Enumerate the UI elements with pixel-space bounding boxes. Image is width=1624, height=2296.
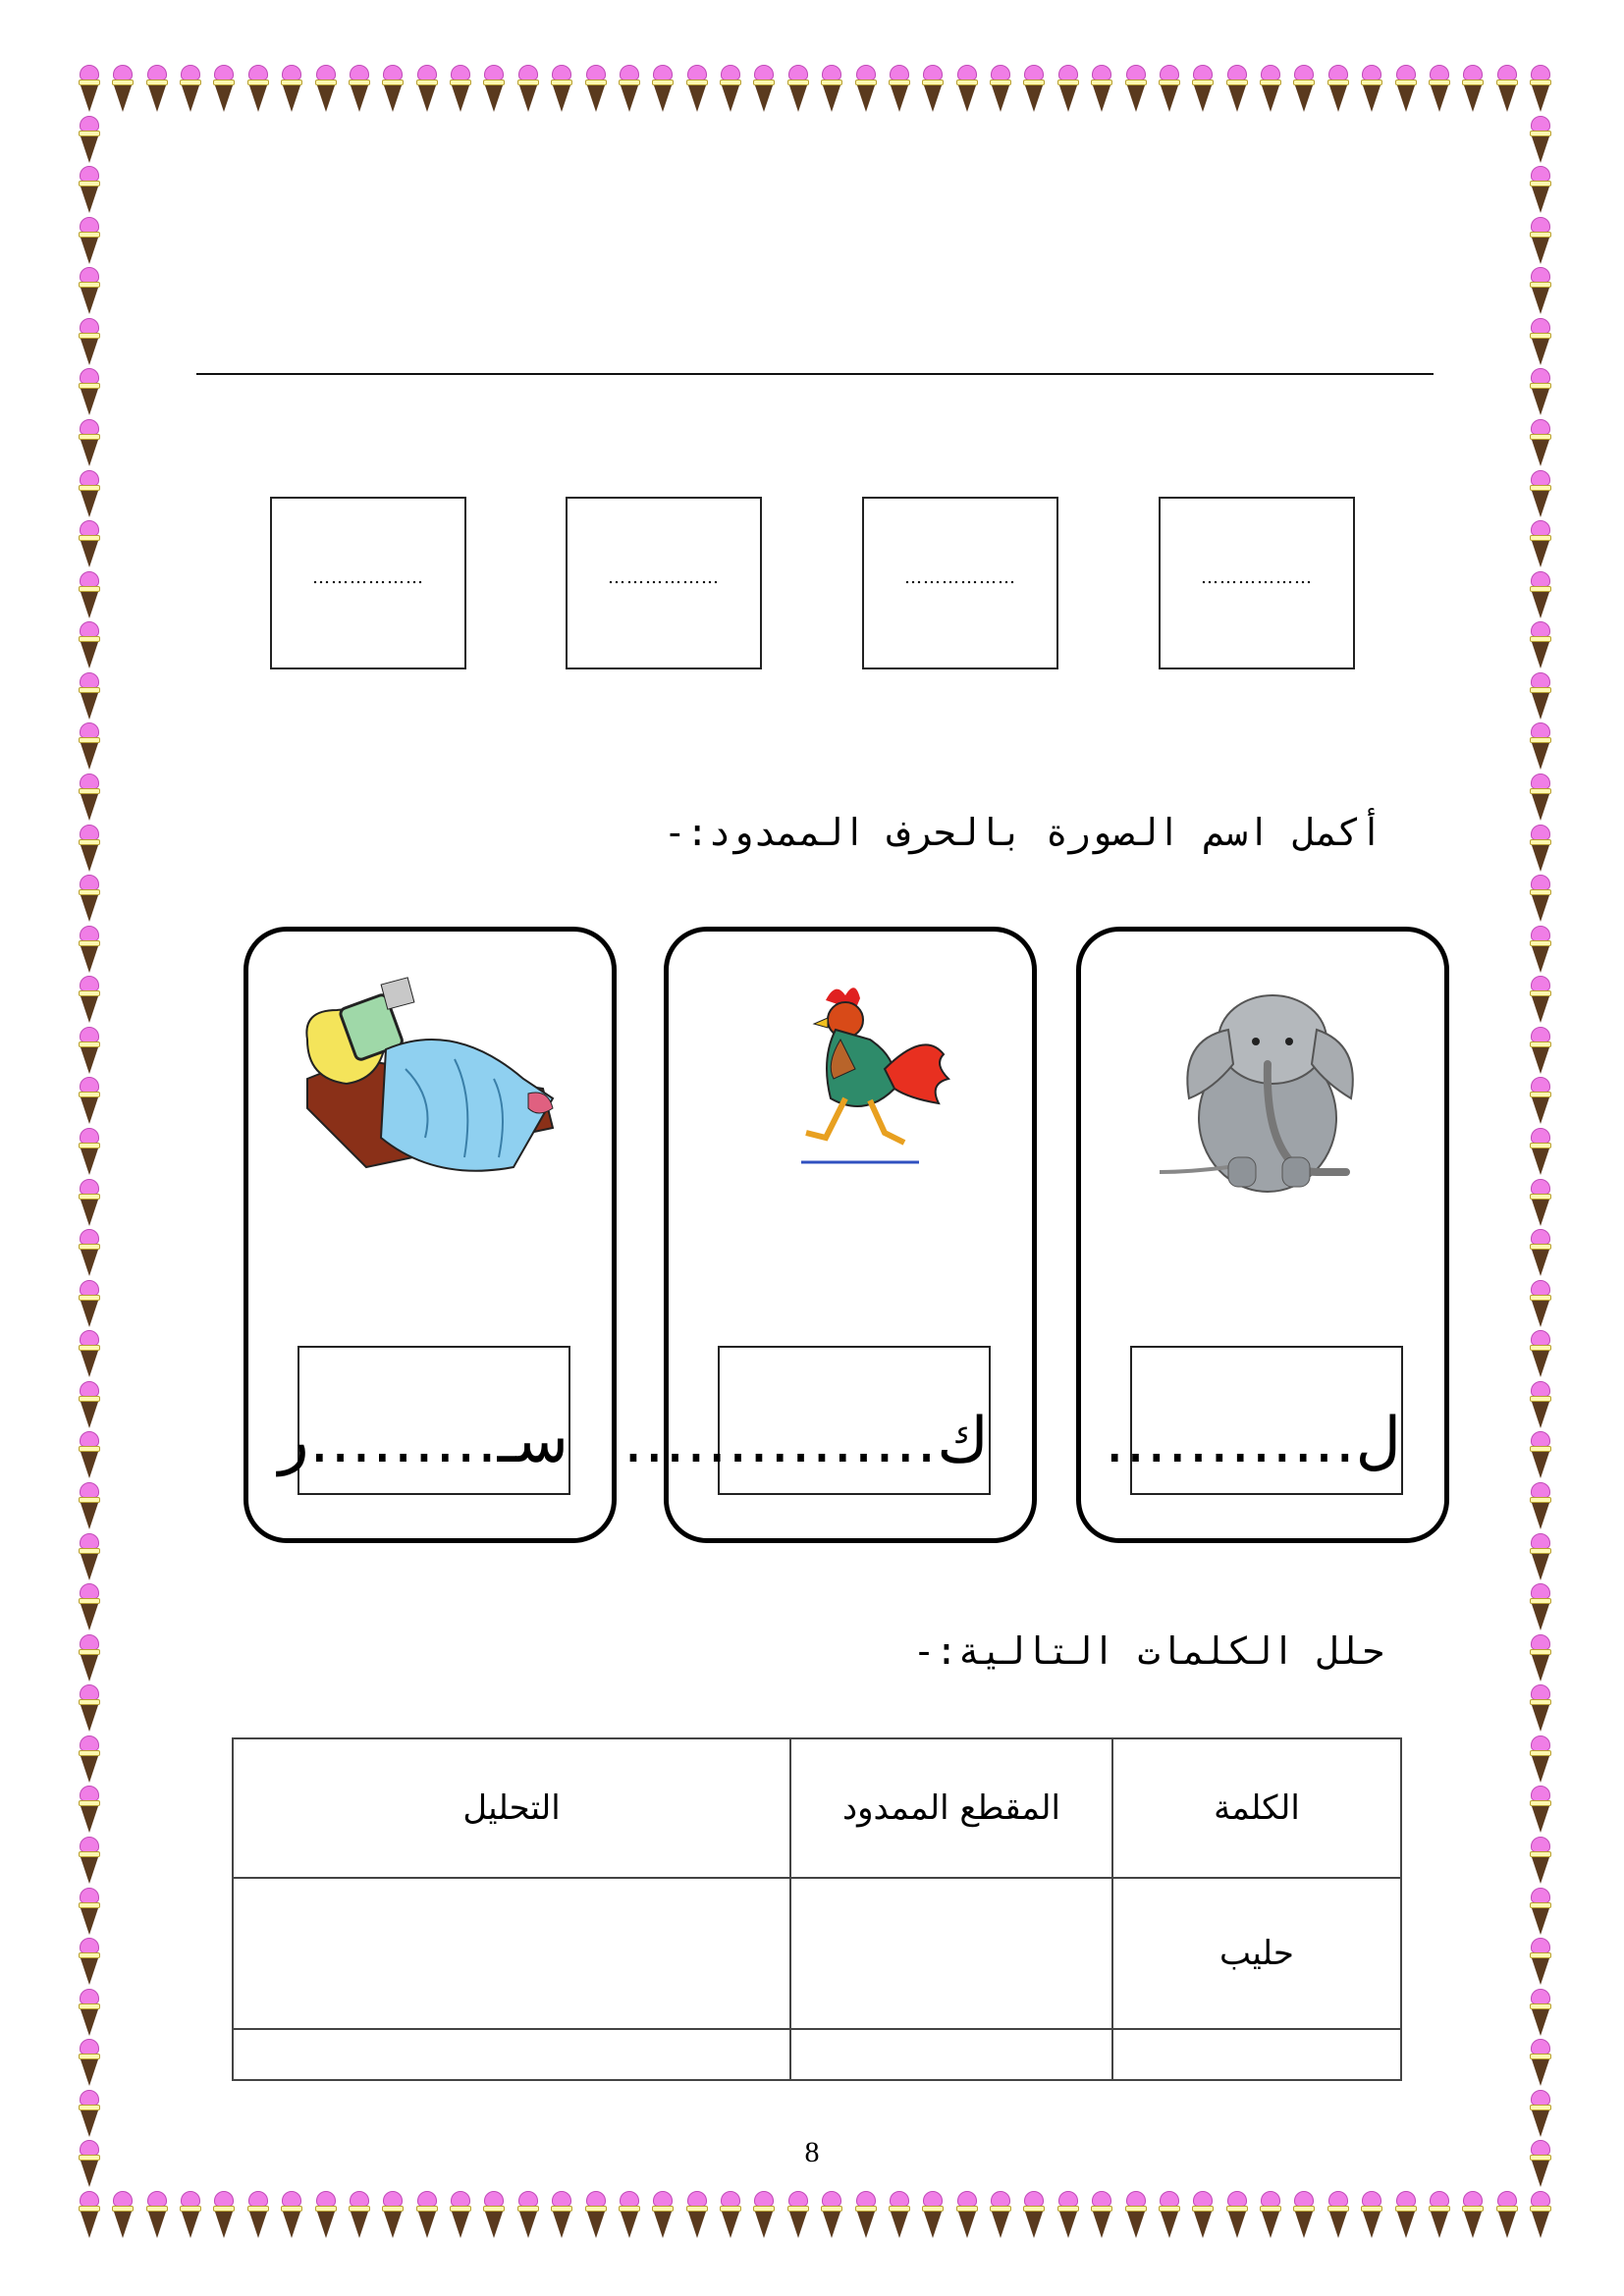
ice-cream-cone-icon (213, 2191, 235, 2238)
ice-cream-cone-icon (79, 1431, 100, 1478)
ice-cream-cone-icon (585, 65, 607, 112)
ice-cream-cone-icon (1530, 1583, 1551, 1630)
header-analysis: التحليل (233, 1738, 790, 1878)
ice-cream-cone-icon (79, 65, 100, 112)
rooster-picture (708, 971, 993, 1197)
ice-cream-cone-icon (1530, 1938, 1551, 1985)
word-box[interactable] (278, 1346, 570, 1495)
ice-cream-cone-icon (1293, 2191, 1315, 2238)
instruction-analyze-words: حلل الكلمات التالية:- (912, 1629, 1384, 1673)
ice-cream-cone-icon (1530, 672, 1551, 720)
ice-cream-cone-icon (1530, 1533, 1551, 1580)
word-box[interactable] (1104, 1346, 1403, 1495)
ice-cream-cone-icon (79, 926, 100, 973)
ice-cream-cone-icon (483, 65, 505, 112)
ice-cream-cone-icon (1293, 65, 1315, 112)
ice-cream-cone-icon (517, 65, 539, 112)
ice-cream-cone-icon (1530, 926, 1551, 973)
ice-cream-cone-icon (79, 875, 100, 922)
ice-cream-cone-icon (1159, 65, 1180, 112)
ice-cream-cone-icon (79, 1989, 100, 2036)
ice-cream-cone-icon (1159, 2191, 1180, 2238)
ice-cream-cone-icon (1226, 2191, 1248, 2238)
cell-analysis[interactable] (233, 1878, 790, 2029)
ice-cream-cone-icon (382, 65, 404, 112)
ice-cream-cone-icon (1530, 825, 1551, 872)
ice-cream-cone-icon (720, 65, 741, 112)
ice-cream-cone-icon (1530, 520, 1551, 567)
ice-cream-cone-icon (247, 2191, 269, 2238)
ice-cream-cone-icon (180, 65, 201, 112)
ice-cream-cone-icon (1125, 65, 1147, 112)
ice-cream-cone-icon (1530, 1684, 1551, 1732)
ice-cream-cone-icon (1023, 2191, 1045, 2238)
ice-cream-cone-icon (79, 571, 100, 618)
ice-cream-cone-icon (79, 419, 100, 466)
ice-cream-cone-icon (213, 65, 235, 112)
ice-cream-cone-icon (79, 1077, 100, 1124)
ice-cream-cone-icon (1091, 65, 1112, 112)
ice-cream-cone-icon (922, 65, 944, 112)
ice-cream-cone-icon (79, 1684, 100, 1732)
word-to-complete: ل………… (1104, 1405, 1401, 1477)
ice-cream-cone-icon (619, 65, 640, 112)
ice-cream-cone-icon (1530, 1989, 1551, 2036)
word-analysis-table (232, 1737, 1402, 2081)
answer-placeholder: ……………… (904, 566, 1016, 588)
ice-cream-cone-icon (281, 2191, 302, 2238)
ice-cream-cone-icon (180, 2191, 201, 2238)
ice-cream-cone-icon (79, 1330, 100, 1377)
ice-cream-cone-icon (112, 2191, 134, 2238)
ice-cream-cone-icon (1530, 1128, 1551, 1175)
ice-cream-cone-icon (753, 65, 775, 112)
ice-cream-cone-icon (956, 65, 978, 112)
ice-cream-cone-icon (1530, 1735, 1551, 1783)
ice-cream-cone-icon (1361, 2191, 1382, 2238)
ice-cream-cone-icon (1429, 2191, 1450, 2238)
ice-cream-cone-icon (1530, 2191, 1551, 2238)
cell-word: حليب (1112, 1878, 1401, 2029)
ice-cream-cone-icon (1530, 419, 1551, 466)
ice-cream-cone-icon (1530, 1888, 1551, 1935)
ice-cream-cone-icon (79, 2039, 100, 2086)
ice-cream-cone-icon (79, 368, 100, 415)
ice-cream-cone-icon (79, 722, 100, 770)
ice-cream-cone-icon (79, 1837, 100, 1884)
ice-cream-cone-icon (79, 1938, 100, 1985)
elephant-picture (1120, 971, 1405, 1197)
answer-box-4[interactable] (270, 497, 466, 669)
cell-long-syllable[interactable] (790, 2029, 1112, 2080)
ice-cream-cone-icon (1023, 65, 1045, 112)
ice-cream-cone-icon (1226, 65, 1248, 112)
ice-cream-cone-icon (1530, 1077, 1551, 1124)
ice-cream-cone-icon (79, 774, 100, 821)
ice-cream-cone-icon (79, 267, 100, 314)
ice-cream-cone-icon (956, 2191, 978, 2238)
header-word: الكلمة (1112, 1738, 1401, 1878)
ice-cream-cone-icon (79, 825, 100, 872)
ice-cream-cone-icon (1530, 116, 1551, 163)
ice-cream-cone-icon (79, 166, 100, 213)
ice-cream-cone-icon (1260, 65, 1281, 112)
ice-cream-cone-icon (79, 1735, 100, 1783)
ice-cream-cone-icon (551, 65, 572, 112)
ice-cream-cone-icon (720, 2191, 741, 2238)
ice-cream-cone-icon (416, 65, 438, 112)
ice-cream-cone-icon (79, 1533, 100, 1580)
ice-cream-cone-icon (889, 65, 910, 112)
ice-cream-cone-icon (1530, 470, 1551, 517)
ice-cream-cone-icon (315, 2191, 337, 2238)
ice-cream-cone-icon (1530, 1786, 1551, 1833)
ice-cream-cone-icon (1530, 1330, 1551, 1377)
ice-cream-cone-icon (79, 1888, 100, 1935)
ice-cream-cone-icon (652, 2191, 674, 2238)
ice-cream-cone-icon (1091, 2191, 1112, 2238)
ice-cream-cone-icon (79, 976, 100, 1023)
word-box[interactable] (623, 1346, 991, 1495)
ice-cream-cone-icon (889, 2191, 910, 2238)
ice-cream-cone-icon (753, 2191, 775, 2238)
ice-cream-cone-icon (990, 2191, 1011, 2238)
ice-cream-cone-icon (1530, 976, 1551, 1023)
ice-cream-cone-icon (1530, 217, 1551, 264)
answer-placeholder: ……………… (608, 566, 720, 588)
ice-cream-cone-icon (79, 621, 100, 668)
ice-cream-cone-icon (787, 2191, 809, 2238)
ice-cream-cone-icon (1327, 65, 1349, 112)
picture-card-bed (244, 927, 617, 1543)
ice-cream-cone-icon (1530, 318, 1551, 365)
ice-cream-cone-icon (79, 1280, 100, 1327)
ice-cream-cone-icon (1530, 2090, 1551, 2137)
ice-cream-cone-icon (1530, 1431, 1551, 1478)
ice-cream-cone-icon (1530, 368, 1551, 415)
ice-cream-cone-icon (79, 520, 100, 567)
ice-cream-cone-icon (1530, 1482, 1551, 1529)
ice-cream-cone-icon (1395, 65, 1417, 112)
ice-cream-cone-icon (551, 2191, 572, 2238)
ice-cream-cone-icon (686, 65, 708, 112)
ice-cream-cone-icon (79, 2191, 100, 2238)
ice-cream-cone-icon (1530, 774, 1551, 821)
ice-cream-cone-icon (652, 65, 674, 112)
ice-cream-cone-icon (79, 1179, 100, 1226)
ice-cream-cone-icon (1260, 2191, 1281, 2238)
ice-cream-cone-icon (821, 65, 842, 112)
ice-cream-cone-icon (79, 116, 100, 163)
ice-cream-cone-icon (281, 65, 302, 112)
word-to-complete: ك…………… (623, 1405, 989, 1477)
ice-cream-cone-icon (450, 2191, 471, 2238)
word-to-complete: سـ………ر (278, 1405, 568, 1477)
ice-cream-cone-icon (79, 1786, 100, 1833)
ice-cream-cone-icon (922, 2191, 944, 2238)
ice-cream-cone-icon (79, 1583, 100, 1630)
ice-cream-cone-icon (1530, 65, 1551, 112)
ice-cream-cone-icon (79, 217, 100, 264)
ice-cream-cone-icon (79, 318, 100, 365)
ice-cream-cone-icon (1530, 1280, 1551, 1327)
ice-cream-cone-icon (349, 65, 370, 112)
picture-card-elephant (1076, 927, 1449, 1543)
ice-cream-cone-icon (1496, 2191, 1518, 2238)
ice-cream-cone-icon (1057, 2191, 1079, 2238)
ice-cream-cone-icon (1327, 2191, 1349, 2238)
ice-cream-cone-icon (1530, 1837, 1551, 1884)
ice-cream-cone-icon (1125, 2191, 1147, 2238)
answer-placeholder: ……………… (1201, 566, 1313, 588)
answer-box-3[interactable] (566, 497, 762, 669)
ice-cream-cone-icon (1530, 1381, 1551, 1428)
ice-cream-cone-icon (517, 2191, 539, 2238)
ice-cream-cone-icon (1530, 166, 1551, 213)
header-long-syllable: المقطع الممدود (790, 1738, 1112, 1878)
answer-placeholder: ……………… (312, 566, 424, 588)
ice-cream-cone-icon (416, 2191, 438, 2238)
answer-box-1[interactable] (1159, 497, 1355, 669)
instruction-complete-name: أكمل اسم الصورة بالحرف الممدود:- (663, 811, 1382, 854)
ice-cream-cone-icon (1530, 621, 1551, 668)
ice-cream-cone-icon (855, 2191, 877, 2238)
ice-cream-cone-icon (1530, 1634, 1551, 1682)
ice-cream-cone-icon (1361, 65, 1382, 112)
ice-cream-cone-icon (247, 65, 269, 112)
ice-cream-cone-icon (619, 2191, 640, 2238)
writing-line (196, 373, 1434, 375)
ice-cream-cone-icon (79, 1634, 100, 1682)
ice-cream-cone-icon (1530, 722, 1551, 770)
ice-cream-cone-icon (686, 2191, 708, 2238)
ice-cream-cone-icon (450, 65, 471, 112)
ice-cream-cone-icon (146, 2191, 168, 2238)
bed-picture (288, 971, 572, 1197)
ice-cream-cone-icon (1530, 1229, 1551, 1276)
ice-cream-cone-icon (1395, 2191, 1417, 2238)
answer-box-2[interactable] (862, 497, 1058, 669)
ice-cream-cone-icon (1530, 1179, 1551, 1226)
ice-cream-cone-icon (79, 1229, 100, 1276)
ice-cream-cone-icon (787, 65, 809, 112)
ice-cream-cone-icon (585, 2191, 607, 2238)
ice-cream-cone-icon (990, 65, 1011, 112)
table-row (233, 1878, 1401, 2029)
cell-word[interactable] (1112, 2029, 1401, 2080)
ice-cream-cone-icon (483, 2191, 505, 2238)
ice-cream-cone-icon (821, 2191, 842, 2238)
ice-cream-cone-icon (315, 65, 337, 112)
ice-cream-cone-icon (1530, 571, 1551, 618)
ice-cream-cone-icon (79, 1381, 100, 1428)
ice-cream-cone-icon (1530, 1027, 1551, 1074)
cell-analysis[interactable] (233, 2029, 790, 2080)
ice-cream-cone-icon (112, 65, 134, 112)
ice-cream-cone-icon (382, 2191, 404, 2238)
ice-cream-cone-icon (1057, 65, 1079, 112)
ice-cream-cone-icon (1192, 65, 1214, 112)
ice-cream-cone-icon (1462, 2191, 1484, 2238)
ice-cream-cone-icon (1530, 875, 1551, 922)
ice-cream-cone-icon (1462, 65, 1484, 112)
page-number: 8 (804, 2136, 820, 2168)
ice-cream-cone-icon (146, 65, 168, 112)
ice-cream-cone-icon (79, 1128, 100, 1175)
ice-cream-cone-icon (1530, 2039, 1551, 2086)
picture-card-rooster (623, 927, 1037, 1543)
ice-cream-cone-icon (1496, 65, 1518, 112)
ice-cream-cone-icon (855, 65, 877, 112)
ice-cream-cone-icon (1530, 267, 1551, 314)
ice-cream-cone-icon (79, 1482, 100, 1529)
ice-cream-cone-icon (349, 2191, 370, 2238)
ice-cream-cone-icon (79, 672, 100, 720)
ice-cream-cone-icon (1429, 65, 1450, 112)
ice-cream-cone-icon (79, 470, 100, 517)
ice-cream-cone-icon (79, 2090, 100, 2137)
cell-long-syllable[interactable] (790, 1878, 1112, 2029)
ice-cream-cone-icon (79, 1027, 100, 1074)
ice-cream-cone-icon (1192, 2191, 1214, 2238)
table-header-row (233, 1738, 1401, 1878)
table-row (233, 2029, 1401, 2080)
